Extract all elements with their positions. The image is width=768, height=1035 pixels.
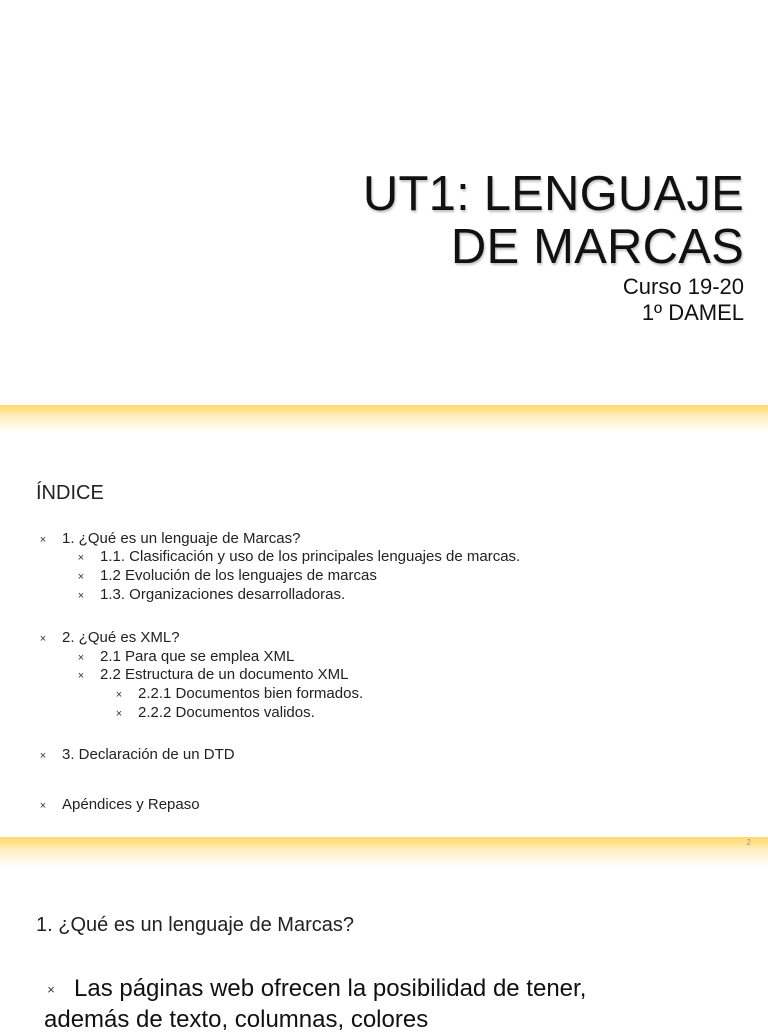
slide-separator: [0, 405, 768, 433]
index-item: [36, 746, 235, 765]
page-number: 2: [746, 838, 751, 847]
index-item-text: 2. ¿Qué es XML?: [62, 629, 180, 646]
index-item-text: 1.1. Clasificación y uso de los principales lenguajes de marcas.: [100, 548, 521, 565]
index-item-text: 3. Declaración de un DTD: [62, 746, 235, 763]
index-item: [36, 796, 200, 815]
index-item-text: 2.2.2 Documentos validos.: [138, 704, 315, 721]
index-item-text: 1.2 Evolución de los lenguajes de marcas: [100, 567, 377, 584]
index-item: [112, 685, 363, 704]
title-block: [363, 168, 744, 326]
bullet-x-icon: ×: [115, 708, 123, 720]
bullet-x-icon: ×: [77, 652, 85, 664]
bullet-x-icon: ×: [77, 552, 85, 564]
index-item-text: 2.1 Para que se emplea XML: [100, 648, 295, 665]
bullet-x-icon: ×: [39, 800, 47, 812]
index-item: [36, 530, 300, 549]
index-item-text: 2.2.1 Documentos bien formados.: [138, 685, 364, 702]
bullet-x-icon: ×: [77, 670, 85, 682]
index-item: [74, 648, 294, 667]
course-subtitle: Curso 19-20: [622, 274, 744, 299]
bullet-x-icon: ×: [39, 750, 47, 762]
group-subtitle: 1º DAMEL: [641, 300, 744, 325]
slide-separator: [0, 837, 768, 867]
content-bullet: [44, 974, 604, 1035]
slide-title-line-2: DE MARCAS: [450, 220, 744, 274]
index-item-text: 2.2 Estructura de un documento XML: [100, 666, 349, 683]
index-item: [74, 567, 377, 586]
bullet-x-icon: ×: [77, 571, 85, 583]
index-item: [112, 704, 315, 723]
index-item: [74, 586, 345, 605]
content-bullet-text: Las páginas web ofrecen la posibilidad de tener, además de texto, columnas, colores: [44, 975, 587, 1033]
index-item-text: Apéndices y Repaso: [62, 796, 200, 813]
section-title: 1. ¿Qué es un lenguaje de Marcas?: [36, 914, 354, 936]
title-slide: [0, 0, 768, 405]
bullet-x-icon: ×: [39, 534, 47, 546]
index-item: [36, 629, 180, 648]
index-item-text: 1. ¿Qué es un lenguaje de Marcas?: [62, 530, 301, 547]
index-item: [74, 548, 520, 567]
index-item-text: 1.3. Organizaciones desarrolladoras.: [100, 586, 346, 603]
slide-title-line-1: UT1: LENGUAJE: [362, 167, 744, 221]
bullet-x-icon: ×: [47, 981, 55, 997]
index-title: ÍNDICE: [36, 482, 104, 504]
bullet-x-icon: ×: [77, 590, 85, 602]
bullet-x-icon: ×: [39, 633, 47, 645]
index-item: [74, 666, 348, 685]
bullet-x-icon: ×: [115, 689, 123, 701]
